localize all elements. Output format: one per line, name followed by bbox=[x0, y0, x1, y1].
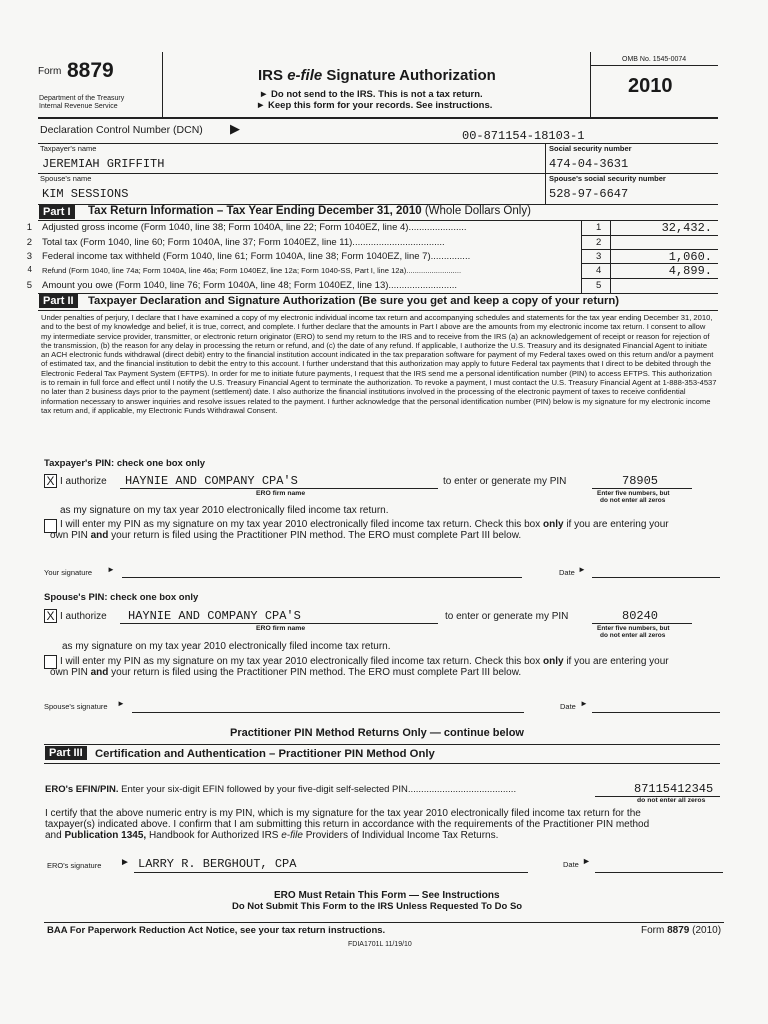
footer-code: FDIA1701L 11/19/10 bbox=[348, 941, 412, 948]
spouse-ssn[interactable]: 528-97-6647 bbox=[549, 187, 629, 201]
dcn-arrow-icon: ▶ bbox=[230, 121, 240, 136]
instruction-do-not-send: ► Do not send to the IRS. This is not a tax return. bbox=[259, 89, 483, 100]
spouse-signature-label: Spouse's signature bbox=[44, 702, 108, 711]
spouse-name-label: Spouse's name bbox=[40, 174, 92, 183]
practitioner-heading: Practitioner PIN Method Returns Only — continue below bbox=[230, 727, 524, 739]
dept-line2: Internal Revenue Service bbox=[39, 103, 118, 110]
taxpayer-signature-label: Your signature bbox=[44, 568, 93, 577]
certify-line1: I certify that the above numeric entry is my PIN, which is my signature for the tax year 2010 electronically filed income tax return for the bbox=[45, 808, 641, 819]
taxpayer-self-pin-line2: own PIN and your return is filed using the Practitioner PIN method. The ERO must complete Part III below. bbox=[50, 530, 522, 541]
taxpayer-date-arrow-icon: ► bbox=[578, 565, 586, 574]
tax-year: 2010 bbox=[628, 75, 673, 97]
part1-line-2: 2 Total tax (Form 1040, line 60; Form 1040A, line 37; Form 1040EZ, line 11)................................... 2 bbox=[26, 237, 602, 248]
form-number: 8879 bbox=[67, 59, 114, 82]
part3-tag: Part III bbox=[45, 746, 87, 760]
spouse-date-line[interactable] bbox=[592, 712, 720, 713]
taxpayer-authorize-checkbox[interactable]: X bbox=[44, 474, 57, 488]
dept-line1: Department of the Treasury bbox=[39, 95, 125, 102]
taxpayer-pin-heading: Taxpayer's PIN: check one box only bbox=[44, 458, 205, 469]
taxpayer-pin-note2: do not enter all zeros bbox=[600, 497, 666, 504]
ero-date-arrow-icon: ► bbox=[582, 856, 591, 866]
ero-date-line[interactable] bbox=[595, 872, 723, 873]
part2-title: Taxpayer Declaration and Signature Authorization (Be sure you get and keep a copy of your return) bbox=[88, 295, 620, 307]
spouse-signature-arrow-icon: ► bbox=[117, 699, 125, 708]
ero-signature-label: ERO's signature bbox=[47, 861, 102, 870]
taxpayer-as-signature: as my signature on my tax year 2010 electronically filed income tax return. bbox=[60, 505, 389, 516]
taxpayer-ero-firm[interactable]: HAYNIE AND COMPANY CPA'S bbox=[125, 474, 298, 488]
spouse-ero-firm-label: ERO firm name bbox=[256, 625, 306, 632]
instruction-keep-form: ► Keep this form for your records. See instructions. bbox=[256, 100, 493, 111]
part1-line-5: 5 Amount you owe (Form 1040, line 76; Form 1040A, line 48; Form 1040EZ, line 13).......................... 5 bbox=[26, 280, 602, 291]
form-title: IRS e-file Signature Authorization bbox=[258, 67, 496, 84]
ero-signature-arrow-icon: ► bbox=[120, 857, 130, 868]
part1-line-1: 1 Adjusted gross income (Form 1040, line 38; Form 1040A, line 22; Form 1040EZ, line 4)...................... 1 32,432. bbox=[26, 221, 712, 235]
part1-title: Tax Return Information – Tax Year Ending December 31, 2010 (Whole Dollars Only) bbox=[88, 205, 531, 217]
taxpayer-ssn-label: Social security number bbox=[549, 144, 632, 153]
taxpayer-self-pin-line1: I will enter my PIN as my signature on my tax year 2010 electronically filed income tax return. Check this box only if you are entering your bbox=[60, 519, 669, 530]
spouse-ssn-label: Spouse's social security number bbox=[549, 174, 666, 183]
taxpayer-authorize-label: I authorize bbox=[60, 476, 107, 487]
spouse-date-arrow-icon: ► bbox=[580, 699, 588, 708]
taxpayer-pin[interactable]: 78905 bbox=[622, 474, 659, 488]
spouse-self-pin-line2: own PIN and your return is filed using the Practitioner PIN method. The ERO must complete Part III below. bbox=[50, 667, 522, 678]
spouse-authorize-checkbox[interactable]: X bbox=[44, 609, 57, 623]
dcn-value[interactable]: 00-871154-18103-1 bbox=[462, 129, 585, 143]
spouse-pin-note1: Enter five numbers, but bbox=[597, 625, 670, 632]
efin-pin-value[interactable]: 87115412345 bbox=[634, 782, 714, 796]
ero-signature-value[interactable]: LARRY R. BERGHOUT, CPA bbox=[138, 857, 297, 871]
taxpayer-enter-generate: to enter or generate my PIN bbox=[443, 476, 567, 487]
spouse-pin-note2: do not enter all zeros bbox=[600, 632, 666, 639]
spouse-as-signature: as my signature on my tax year 2010 electronically filed income tax return. bbox=[62, 641, 391, 652]
taxpayer-ero-firm-label: ERO firm name bbox=[256, 490, 306, 497]
spouse-pin-heading: Spouse's PIN: check one box only bbox=[44, 592, 199, 603]
efin-note: do not enter all zeros bbox=[637, 797, 706, 804]
spouse-authorize-label: I authorize bbox=[60, 611, 107, 622]
ero-date-label: Date bbox=[563, 860, 579, 869]
part3-title: Certification and Authentication – Practitioner PIN Method Only bbox=[95, 748, 435, 760]
spouse-date-label: Date bbox=[560, 702, 576, 711]
taxpayer-date-line[interactable] bbox=[592, 577, 720, 578]
footer-do-not-submit: Do Not Submit This Form to the IRS Unless Requested To Do So bbox=[232, 901, 523, 912]
form-prefix: Form bbox=[38, 66, 62, 77]
agi-value[interactable]: 32,432. bbox=[661, 221, 712, 235]
part1-tag: Part I bbox=[39, 205, 75, 219]
spouse-enter-generate: to enter or generate my PIN bbox=[445, 611, 569, 622]
taxpayer-signature-line[interactable] bbox=[122, 577, 522, 578]
part2-tag: Part II bbox=[39, 294, 78, 308]
taxpayer-name-label: Taxpayer's name bbox=[40, 144, 97, 153]
part1-line-4: 4 Refund (Form 1040, line 74a; Form 1040A, line 46a; Form 1040EZ, line 12a; Form 1040-SS, Part I, line 12a).......................... 4 4,899. bbox=[27, 264, 712, 278]
taxpayer-date-label: Date bbox=[559, 568, 575, 577]
spouse-signature-line[interactable] bbox=[132, 712, 524, 713]
footer-retain: ERO Must Retain This Form — See Instructions bbox=[274, 890, 500, 901]
certify-line2: taxpayer(s) indicated above. I confirm that I am submitting this return in accordance with the requirements of the Practitioner PIN method bbox=[45, 819, 650, 830]
withheld-value[interactable]: 1,060. bbox=[668, 250, 712, 264]
certify-line3: and Publication 1345, Handbook for Authorized IRS e-file Providers of Individual Income Tax Returns. bbox=[45, 830, 499, 841]
omb-number: OMB No. 1545-0074 bbox=[622, 56, 687, 63]
taxpayer-pin-note1: Enter five numbers, but bbox=[597, 490, 670, 497]
footer-baa: BAA For Paperwork Reduction Act Notice, see your tax return instructions. bbox=[47, 925, 386, 936]
spouse-self-pin-line1: I will enter my PIN as my signature on my tax year 2010 electronically filed income tax return. Check this box only if you are entering your bbox=[60, 656, 669, 667]
spouse-name[interactable]: KIM SESSIONS bbox=[42, 187, 129, 201]
footer-form-ref: Form 8879 (2010) bbox=[641, 925, 722, 936]
taxpayer-signature-arrow-icon: ► bbox=[107, 565, 115, 574]
declaration-text: Under penalties of perjury, I declare that I have examined a copy of my electronic individual income tax return and accompanying schedules and statements for the tax year ending December 31, 2010, and to the best of my knowledge and belief, it is true, correct, and complete. I further declare that the amounts in Part I above are the amounts from my electronic income tax return. I consent to allow my intermediate service provider, transmitter, or electronic return originator (ERO) to send my return to the IRS and to receive from the IRS (a) an acknowledgement of receipt or reason for rejection of the transmission, (b) the reason for any delay in processing the return or refund, and (c) the date of any refund. If applicable, I authorize the U.S. Treasury and its designated Financial Agent to initiate an ACH electronic funds withdrawal (direct debit) entry to the financial institution account indicated in the tax preparation software for payment of my Federal taxes owed on this return and/or a payment of estimated tax, and the financial institution to debit the entry to this account. I further understand that this authorization may apply to future Federal tax payments that I direct to be debited through the Electronic Federal Tax Payment System (EFTPS). In order for me to initiate future payments, I request that the IRS send me a personal identification number (PIN) to access EFTPS. This authorization is to remain in full force and effect until I notify the U.S. Treasury Financial Agent to terminate the authorization. To revoke a payment, I must contact the U.S. Treasury Financial Agent at 1-888-353-4537 no later than 2 business days prior to the payment (settlement) date. I also authorize the financial institutions involved in the processing of the electronic payment of taxes to receive confidential information necessary to answer inquiries and resolve issues related to the payment. I further acknowledge that the personal identification number (PIN) below is my signature for my electronic income tax return and, if applicable, my Electronic Funds Withdrawal Consent. bbox=[41, 313, 717, 415]
part1-line-3: 3 Federal income tax withheld (Form 1040, line 61; Form 1040A, line 38; Form 1040EZ, line 7)............... 3 1,060. bbox=[26, 250, 712, 264]
efin-row: ERO's EFIN/PIN. Enter your six-digit EFIN followed by your five-digit self-selected PIN......................................... bbox=[45, 784, 517, 795]
refund-value[interactable]: 4,899. bbox=[668, 264, 712, 278]
spouse-pin[interactable]: 80240 bbox=[622, 609, 659, 623]
dcn-label: Declaration Control Number (DCN) bbox=[40, 124, 203, 136]
taxpayer-ssn[interactable]: 474-04-3631 bbox=[549, 157, 629, 171]
spouse-ero-firm[interactable]: HAYNIE AND COMPANY CPA'S bbox=[128, 609, 301, 623]
taxpayer-name[interactable]: JEREMIAH GRIFFITH bbox=[42, 157, 165, 171]
